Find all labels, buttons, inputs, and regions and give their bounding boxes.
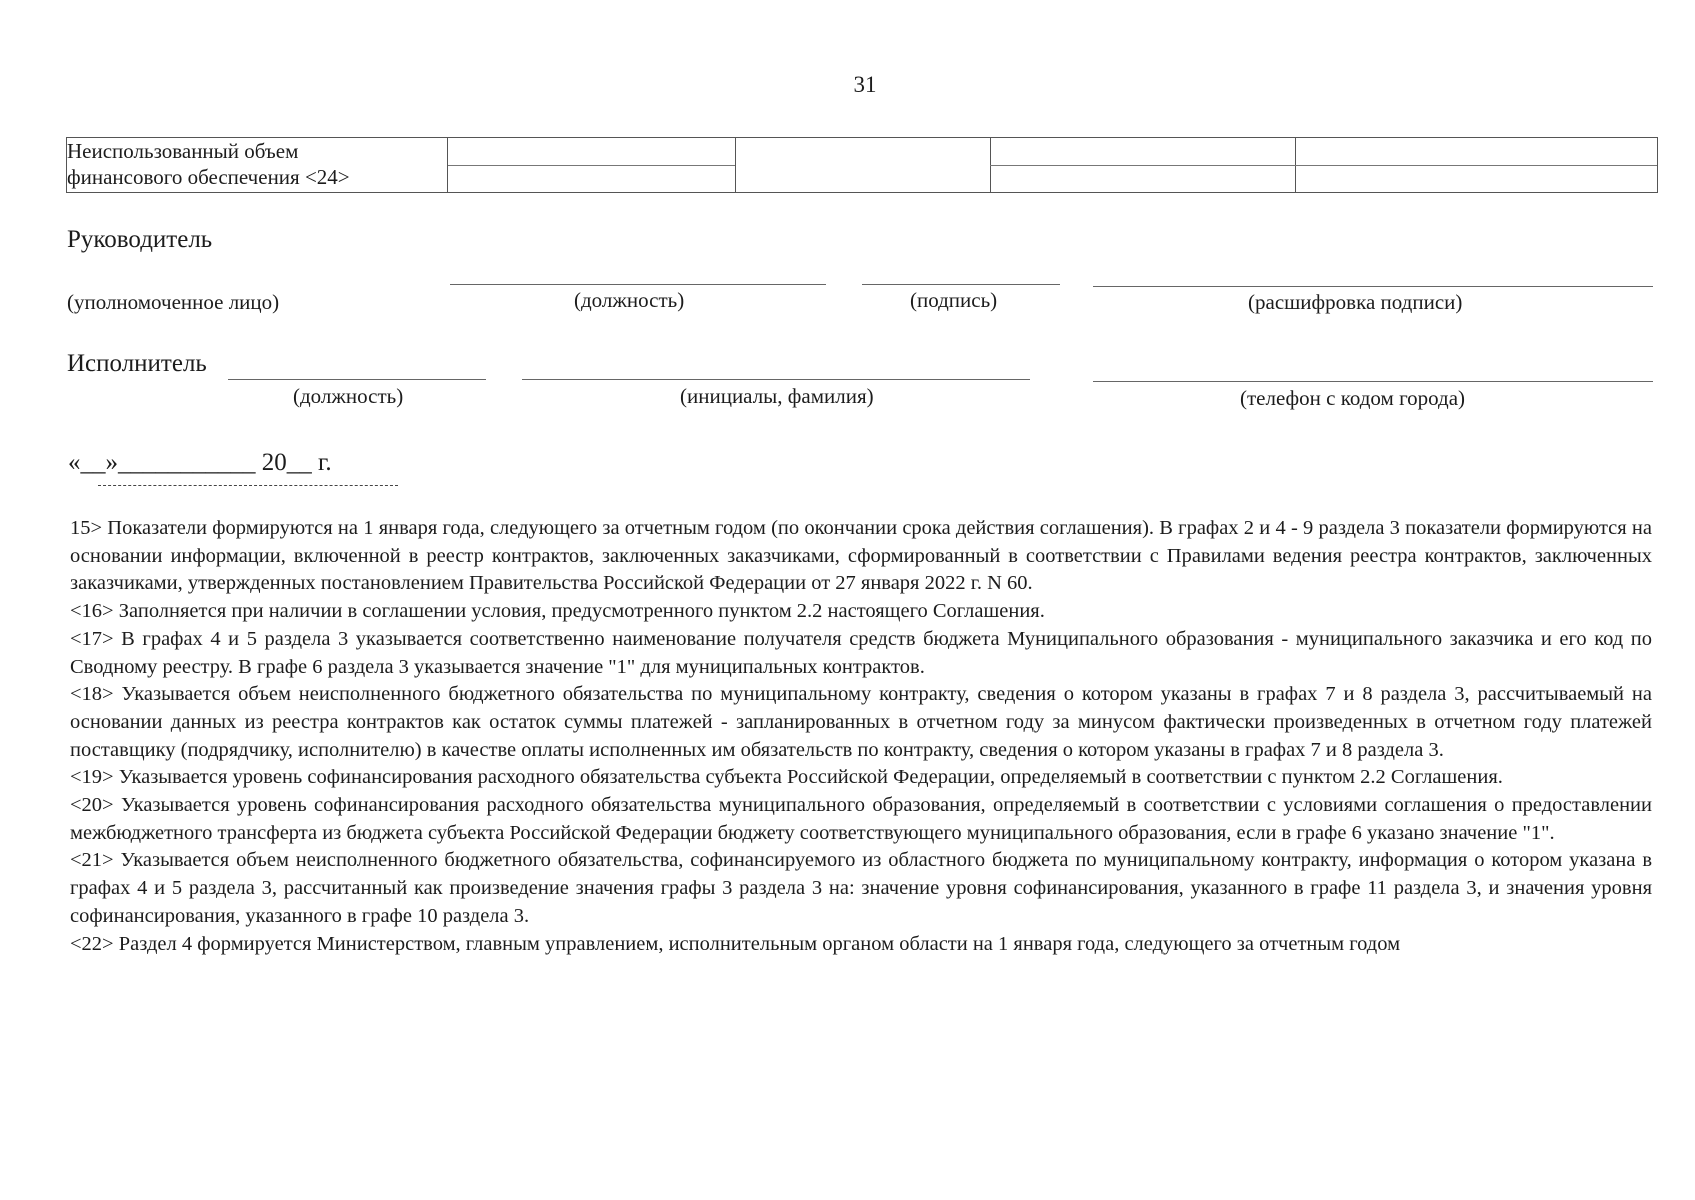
executor-phone-line [1093,381,1653,382]
date-line: «__»___________ 20__ г. [68,449,332,476]
footnote-18: <18> Указывается объем неисполненного бюджетного обязательства по муниципальному контракту, сведения о котором указаны в графах 7 и 8 раздела 3, рассчитываемый на основании данных из реестра контрактов как остаток суммы платежей - запланированных в отчетном году за минусом фактически произведенных в отчетном году платежей поставщику (подрядчику, исполнителю) в качестве оплаты исполненных им обязательств по контракту, сведения о котором указаны в графах 7 и 8 раздела 3. [70,683,1652,761]
executor-position-caption: (должность) [293,384,404,408]
footnote-22: <22> Раздел 4 формируется Министерством, главным управлением, исполнительным органом области на 1 января года, следующего за отчетным годом [70,932,1401,955]
position-line [450,284,826,285]
signature-line [862,284,1060,285]
footnote-15: 15> Показатели формируются на 1 января года, следующего за отчетным годом (по окончании срока действия соглашения). В графах 2 и 4 - 9 раздела 3 показатели формируются на основании информации, включенной в реестр контрактов, заключенных заказчиками, сформированный в соответствии с Правилами ведения реестра контрактов, заключенных заказчиками, утвержденных постановлением Правительства Российской Федерации от 27 января 2022 г. N 60. [70,517,1652,595]
executor-title: Исполнитель [67,350,207,377]
decoding-caption: (расшифровка подписи) [1248,290,1463,314]
table-inner-rule [990,165,1295,166]
page-number: 31 [853,72,877,97]
head-title: Руководитель [67,226,213,253]
financing-table [66,137,1658,193]
table-inner-rule [1295,165,1657,166]
footnote-20: <20> Указывается уровень софинансирования расходного обязательства муниципального образования, определяемый в соответствии с условиями соглашения о предоставлении межбюджетного трансферта из бюджета субъекта Российской Федерации бюджету соответствующего муниципального образования, если в графе 6 указано значение "1". [70,794,1652,844]
row-label-line-1: Неиспользованный объем [67,139,299,163]
table-divider [735,138,736,192]
row-label-line-2: финансового обеспечения <24> [67,165,350,189]
executor-position-line [228,379,486,380]
footnote-16: <16> Заполняется при наличии в соглашении условия, предусмотренного пунктом 2.2 настоящего Соглашения. [70,600,1045,623]
executor-phone-caption: (телефон с кодом города) [1240,386,1466,410]
footnote-separator [98,485,398,486]
table-row-label [67,138,448,192]
signature-caption: (подпись) [910,288,998,312]
footnote-19: <19> Указывается уровень софинансирования расходного обязательства субъекта Российской Федерации, определяемый в соответствии с пунктом 2.2 Соглашения. [70,766,1503,789]
executor-name-caption: (инициалы, фамилия) [680,384,874,408]
footnote-21: <21> Указывается объем неисполненного бюджетного обязательства, софинансируемого из областного бюджета по муниципальному контракту, информация о котором указана в графах 4 и 5 раздела 3, рассчитанный как произведение значения графы 3 раздела 3 на: значение уровня софинансирования, указанного в графе 11 раздела 3, и значения уровня софинансирования, указанного в графе 10 раздела 3. [70,849,1652,927]
head-subtitle: (уполномоченное лицо) [67,290,280,314]
footnotes [70,515,1652,958]
position-caption: (должность) [574,288,685,312]
footnote-17: <17> В графах 4 и 5 раздела 3 указывается соответственно наименование получателя средств бюджета Муниципального образования - муниципального заказчика и его код по Сводному реестру. В графе 6 раздела 3 указывается значение "1" для муниципальных контрактов. [70,627,1652,678]
executor-name-line [522,379,1030,380]
decoding-line [1093,286,1653,287]
table-inner-rule [448,165,735,166]
